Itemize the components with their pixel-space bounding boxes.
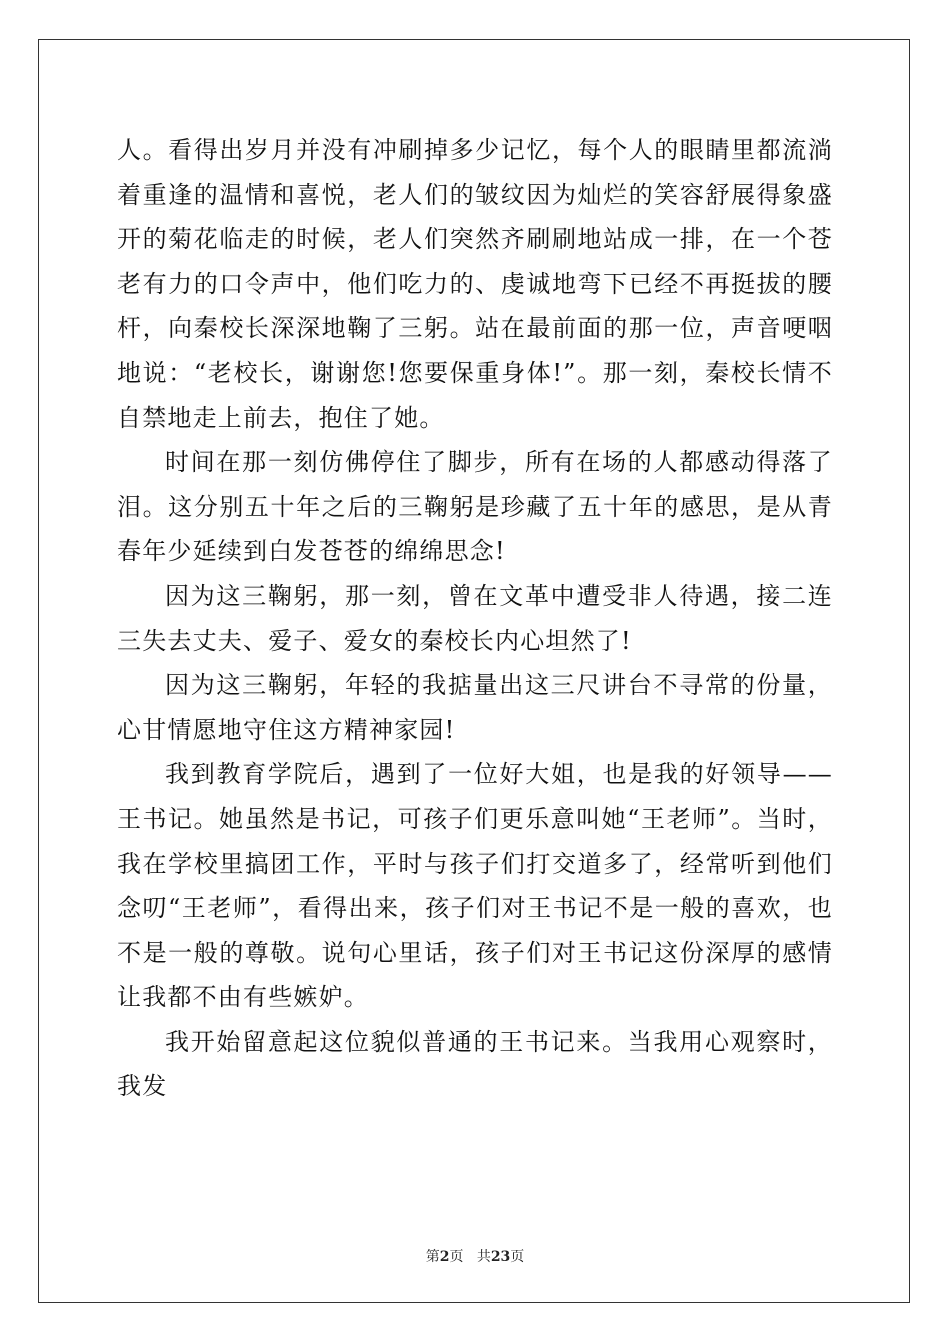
paragraph-6: 我开始留意起这位貌似普通的王书记来。当我用心观察时，我发 xyxy=(117,1027,833,1101)
document-body xyxy=(117,128,833,1109)
footer-total-prefix: 共 xyxy=(476,1249,491,1265)
footer-total-unit: 页 xyxy=(510,1249,525,1265)
page-footer xyxy=(0,1246,950,1266)
paragraph-1: 人。看得出岁月并没有冲刷掉多少记忆，每个人的眼睛里都流淌着重逢的温情和喜悦，老人们的皱纹因为灿烂的笑容舒展得象盛开的菊花临走的时候，老人们突然齐刷刷地站成一排，在一个苍老有力的口令声中，他们吃力的、虔诚地弯下已经不再挺拔的腰杆，向秦校长深深地鞠了三躬。站在最前面的那一位，声音哽咽地说：“老校长，谢谢您!您要保重身体!”。那一刻，秦校长情不自禁地走上前去，抱住了她。 xyxy=(117,136,833,432)
paragraph-5: 我到教育学院后，遇到了一位好大姐，也是我的好领导——王书记。她虽然是书记，可孩子们更乐意叫她“王老师”。当时，我在学校里搞团工作，平时与孩子们打交道多了，经常听到他们念叨“王老师”，看得出来，孩子们对王书记不是一般的喜欢，也不是一般的尊敬。说句心里话，孩子们对王书记这份深厚的感情让我都不由有些嫉妒。 xyxy=(117,760,833,1012)
footer-page-current: 2 xyxy=(439,1249,450,1265)
paragraph-2: 时间在那一刻仿佛停住了脚步，所有在场的人都感动得落了泪。这分别五十年之后的三鞠躬是珍藏了五十年的感思，是从青春年少延续到白发苍苍的绵绵思念! xyxy=(117,448,833,566)
paragraph-3: 因为这三鞠躬，那一刻，曾在文革中遭受非人待遇，接二连三失去丈夫、爱子、爱女的秦校长内心坦然了! xyxy=(117,581,833,655)
footer-page-prefix: 第 xyxy=(425,1249,440,1265)
footer-page-unit: 页 xyxy=(449,1249,464,1265)
paragraph-4: 因为这三鞠躬，年轻的我掂量出这三尺讲台不寻常的份量，心甘情愿地守住这方精神家园! xyxy=(117,671,833,744)
footer-page-total: 23 xyxy=(490,1249,511,1265)
